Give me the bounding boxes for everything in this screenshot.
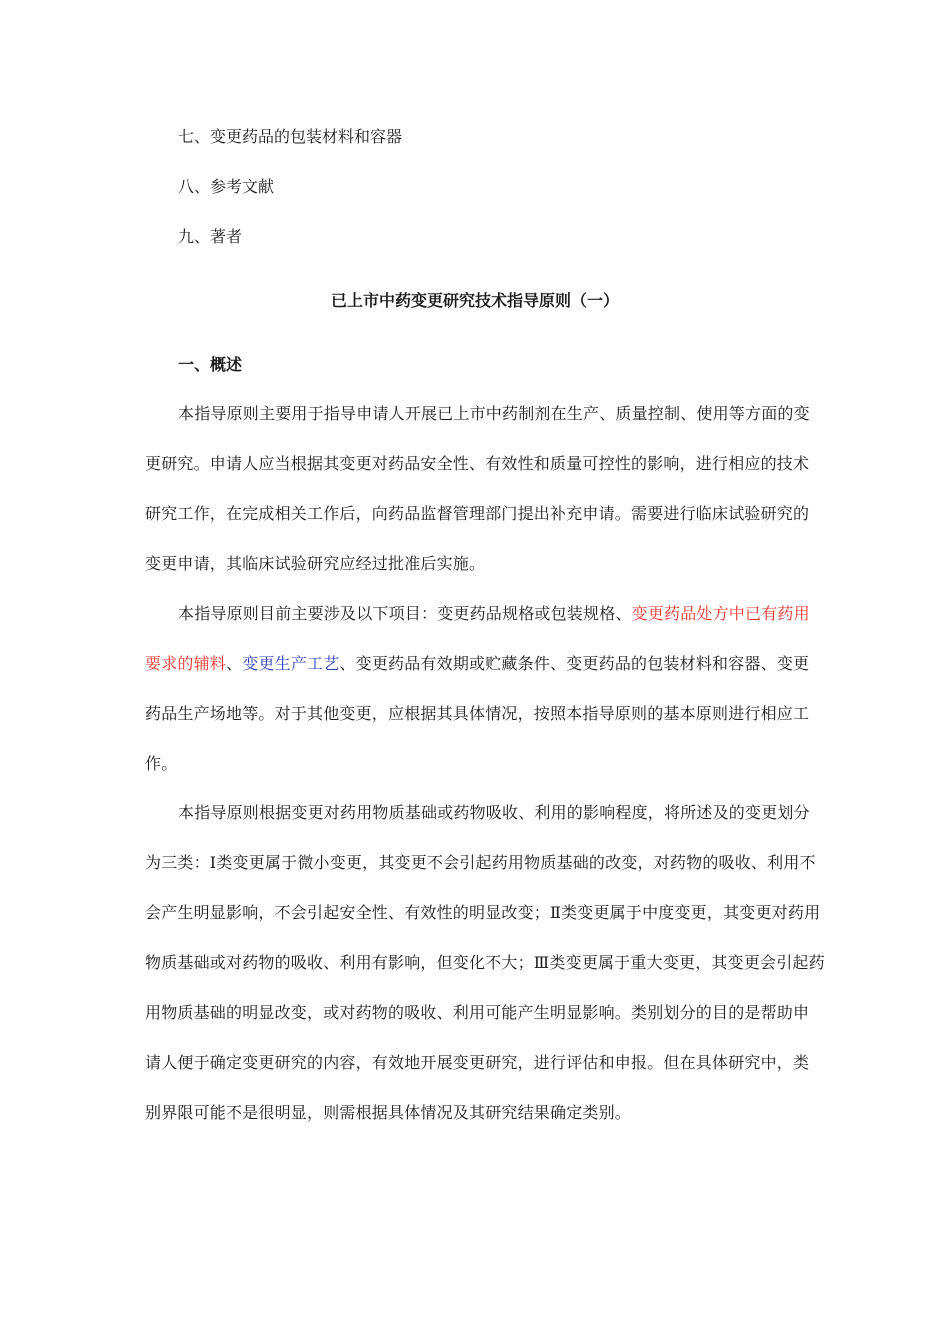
paragraph-items-text-2: 、 [226, 654, 243, 673]
paragraph-items [145, 589, 825, 789]
toc-item-7: 七、变更药品的包装材料和容器 [178, 127, 403, 146]
highlight-excipient-change: 变更药品处方中已有药用要求的辅料 [145, 604, 810, 673]
toc-item-9: 九、著者 [178, 227, 243, 246]
document-title: 已上市中药变更研究技术指导原则（一） [330, 291, 619, 310]
section-heading-overview: 一、概述 [178, 355, 243, 374]
paragraph-items-text-1: 本指导原则目前主要涉及以下项目：变更药品规格或包装规格、 [178, 604, 632, 623]
paragraph-classification: 本指导原则根据变更对药用物质基础或药物吸收、利用的影响程度，将所述及的变更划分为三类：Ⅰ类变更属于微小变更，其变更不会引起药用物质基础的改变，对药物的吸收、利用不会产生明显影响，不会引起安全性、有效性的明显改变；Ⅱ类变更属于中度变更，其变更对药用物质基础或对药物的吸收、利用有影响，但变化不大；Ⅲ类变更属于重大变更，其变更会引起药用物质基础的明显改变，或对药物的吸收、利用可能产生明显影响。类别划分的目的是帮助申请人便于确定变更研究的内容，有效地开展变更研究，进行评估和申报。但在具体研究中，类别界限可能不是很明显，则需根据具体情况及其研究结果确定类别。 [145, 803, 825, 1122]
toc-item-8: 八、参考文献 [178, 177, 275, 196]
paragraph-scope: 本指导原则主要用于指导申请人开展已上市中药制剂在生产、质量控制、使用等方面的变更研究。申请人应当根据其变更对药品安全性、有效性和质量可控性的影响，进行相应的技术研究工作，在完成相关工作后，向药品监督管理部门提出补充申请。需要进行临床试验研究的变更申请，其临床试验研究应经过批准后实施。 [145, 404, 810, 573]
paragraph-items-text-3: 、变更药品有效期或贮藏条件、变更药品的包装材料和容器、变更药品生产场地等。对于其他变更，应根据其具体情况，按照本指导原则的基本原则进行相应工作。 [145, 654, 810, 773]
highlight-process-change: 变更生产工艺 [242, 654, 340, 673]
